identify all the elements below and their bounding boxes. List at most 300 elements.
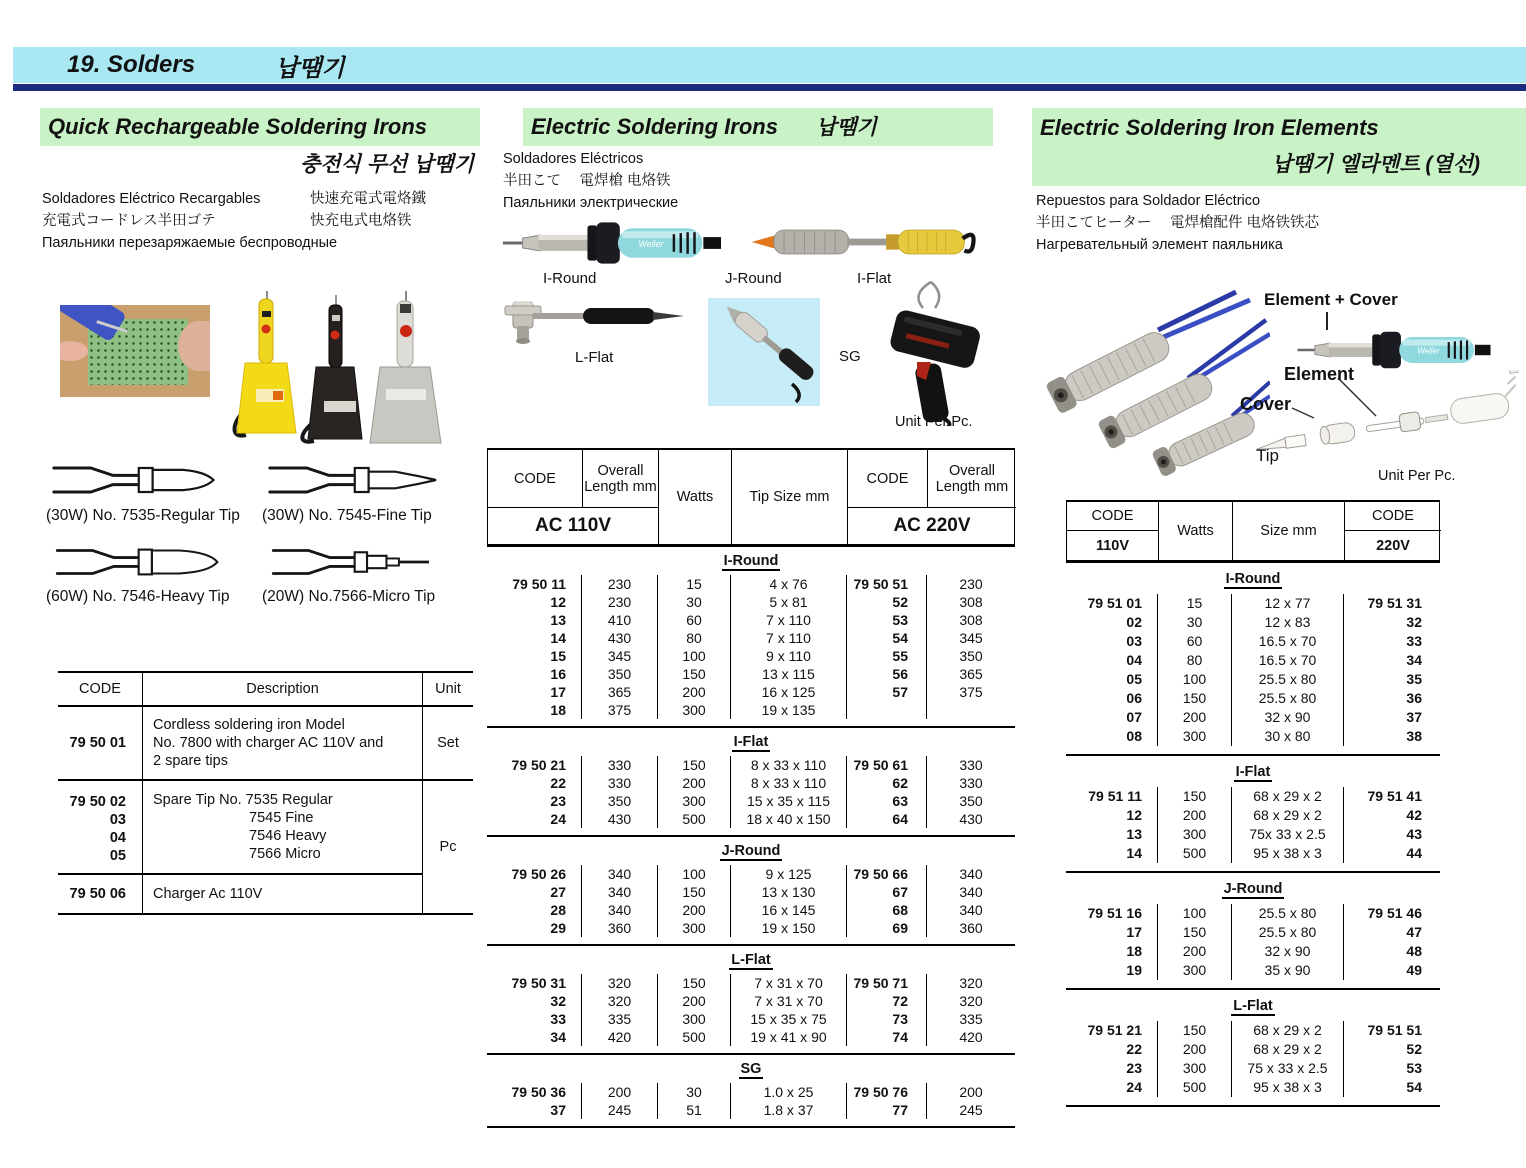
table-cell: 68 x 29 x 2 xyxy=(1232,1040,1344,1059)
spare-tips-drawings xyxy=(46,456,480,606)
table-cell: 8 x 33 x 110 xyxy=(731,774,847,792)
table-header-row xyxy=(58,672,473,706)
table-cell: 79 50 71 xyxy=(847,974,927,992)
table-cell: 79 51 31 xyxy=(1367,595,1422,611)
left-section-title-korean: 충전식 무선 납땜기 xyxy=(300,153,474,176)
table-cell: 44 xyxy=(1406,845,1422,861)
table-cell: 54 xyxy=(1406,1079,1422,1095)
table-cell: 15 x 35 x 75 xyxy=(731,1010,847,1028)
table-cell: 150 xyxy=(1158,787,1232,806)
table-cell: 33 xyxy=(1406,633,1422,649)
voltage-header-ac220: AC 220V xyxy=(893,515,971,536)
table-cell: 500 xyxy=(658,810,731,828)
cover-label: Cover xyxy=(1240,394,1292,414)
table-cell: 69 xyxy=(847,919,927,937)
leader-line xyxy=(1326,312,1328,330)
table-cell: 308 xyxy=(959,612,983,628)
table-cell: 375 xyxy=(582,701,658,719)
left-multilingual-block xyxy=(42,188,480,254)
right-section-title: Electric Soldering Iron Elements xyxy=(1040,115,1379,140)
table-cell: 320 xyxy=(582,974,658,992)
table-cell: 32 xyxy=(1406,614,1422,630)
table-cell: 340 xyxy=(582,865,658,883)
table-cell: 7 x 110 xyxy=(731,629,847,647)
table-cell: 48 xyxy=(1406,943,1422,959)
table-cell: 30 xyxy=(1158,613,1232,632)
table-cell: 230 xyxy=(582,575,658,593)
table-cell: 24 xyxy=(487,810,582,828)
table-cell: 320 xyxy=(959,993,983,1009)
table-cell: 32 xyxy=(487,992,582,1010)
table-cell: 34 xyxy=(1406,652,1422,668)
table-cell: 150 xyxy=(1158,1021,1232,1040)
tip-label: (60W) No. 7546-Heavy Tip xyxy=(46,588,230,605)
table-cell: 79 50 26 xyxy=(487,865,582,883)
table-cell: 12 x 83 xyxy=(1232,613,1344,632)
left-lang-ru: Паяльники перезаряжаемые беспроводные xyxy=(42,235,338,251)
element-plus-cover-label: Element + Cover xyxy=(1264,290,1398,309)
col-header-unit: Unit xyxy=(423,672,474,706)
right-lang-ru: Нагревательный элемент паяльника xyxy=(1036,237,1283,253)
table-cell: 300 xyxy=(1158,825,1232,844)
code-cell xyxy=(58,780,143,874)
table-cell: 43 xyxy=(1406,826,1422,842)
heavy-tip-drawing xyxy=(46,539,226,585)
table-cell: 300 xyxy=(1158,727,1232,746)
table-cell: 27 xyxy=(487,883,582,901)
tip-figure-heavy xyxy=(46,539,262,606)
table-cell: 79 50 31 xyxy=(487,974,582,992)
table-cell: 7 x 31 x 70 xyxy=(731,992,847,1010)
table-cell: 8 x 33 x 110 xyxy=(731,756,847,774)
table-cell: 330 xyxy=(582,756,658,774)
table-cell: 63 xyxy=(847,792,927,810)
table-cell: 68 xyxy=(847,901,927,919)
elements-table xyxy=(1066,500,1440,1107)
table-cell: 95 x 38 x 3 xyxy=(1232,1078,1344,1097)
table-cell: 340 xyxy=(582,883,658,901)
table-cell: 200 xyxy=(658,992,731,1010)
table-cell: 5 x 81 xyxy=(731,593,847,611)
table-cell: 430 xyxy=(582,629,658,647)
table-cell: 200 xyxy=(582,1083,658,1101)
mid-multilingual-block xyxy=(503,148,678,214)
right-lang-ja-zh: 半田こてヒーター 電焊槍配件 电烙铁铁芯 xyxy=(1036,215,1319,231)
tip-figure-fine xyxy=(262,456,478,525)
table-cell: 13 xyxy=(1066,825,1158,844)
table-cell: 75 x 33 x 2.5 xyxy=(1232,1059,1344,1078)
right-section-title-bar xyxy=(1032,108,1526,186)
table-cell: 320 xyxy=(959,975,983,991)
table-section-rows xyxy=(487,1079,1015,1128)
table-cell: 200 xyxy=(1158,1040,1232,1059)
l-flat-label: L-Flat xyxy=(575,349,614,366)
i-round-label: I-Round xyxy=(543,270,597,287)
table-cell: 60 xyxy=(658,611,731,629)
table-cell: 32 x 90 xyxy=(1232,942,1344,961)
table-cell: 15 xyxy=(658,575,731,593)
description-line: 7546 Heavy xyxy=(249,828,327,844)
mid-lang-es: Soldadores Eléctricos xyxy=(503,151,644,167)
section-iron-elements xyxy=(1032,104,1526,1144)
table-cell: 16.5 x 70 xyxy=(1232,651,1344,670)
table-cell: 430 xyxy=(582,810,658,828)
mid-lang-ru: Паяльники электрические xyxy=(503,195,679,211)
l-flat-iron-photo xyxy=(503,300,686,346)
table-cell: 150 xyxy=(658,756,731,774)
col-header-size: Size mm xyxy=(1233,502,1345,560)
i-round-iron-photo xyxy=(501,220,723,266)
left-lang-line xyxy=(42,232,480,254)
code-line: 05 xyxy=(109,848,126,864)
left-product-photos xyxy=(40,291,480,457)
table-cell: 335 xyxy=(959,1011,983,1027)
sg-label: SG xyxy=(839,348,861,365)
brand-mark: Weller xyxy=(638,238,664,249)
table-cell: 80 xyxy=(658,629,731,647)
table-cell: 25.5 x 80 xyxy=(1232,689,1344,708)
table-cell: 16 xyxy=(487,665,582,683)
table-cell: 230 xyxy=(582,593,658,611)
left-lang-es: Soldadores Eléctrico Recargables xyxy=(42,191,261,207)
table-cell: 37 xyxy=(1406,709,1422,725)
section-quick-rechargeable-irons xyxy=(40,104,480,1104)
table-cell: 04 xyxy=(1066,651,1158,670)
table-cell: 150 xyxy=(658,883,731,901)
col-header-overall-length-110: Overall Length mm xyxy=(583,450,659,508)
table-cell: 67 xyxy=(847,883,927,901)
description-line: 7545 Fine xyxy=(249,810,314,826)
tip-label: (30W) No. 7535-Regular Tip xyxy=(46,507,240,524)
table-cell: 200 xyxy=(1158,708,1232,727)
table-cell: 330 xyxy=(959,775,983,791)
table-section-rows xyxy=(1066,1016,1440,1107)
table-cell: 4 x 76 xyxy=(731,575,847,593)
table-cell: 1.8 x 37 xyxy=(731,1101,847,1119)
col-header-watts: Watts xyxy=(1159,502,1233,560)
mid-lang-ja-zh: 半田こて 電焊槍 电烙铁 xyxy=(503,173,671,189)
table-cell: 25.5 x 80 xyxy=(1232,923,1344,942)
mid-section-title-bar xyxy=(523,108,993,146)
table-cell: 32 x 90 xyxy=(1232,708,1344,727)
fine-tip-drawing xyxy=(262,456,442,504)
description-line: Spare Tip No. 7535 Regular xyxy=(153,792,333,808)
table-cell: 9 x 125 xyxy=(731,865,847,883)
table-cell: 15 xyxy=(1158,594,1232,613)
table-cell: 33 xyxy=(487,1010,582,1028)
table-cell: 55 xyxy=(847,647,927,665)
chapter-header-bar xyxy=(13,47,1526,83)
table-section-rows xyxy=(487,571,1015,728)
table-cell: 15 xyxy=(487,647,582,665)
col-header-code-110: CODE xyxy=(1067,502,1159,531)
col-header-code-220: CODE xyxy=(848,450,928,508)
table-section-label: I-Round xyxy=(1225,571,1281,587)
table-cell: 150 xyxy=(1158,689,1232,708)
table-cell: 64 xyxy=(847,810,927,828)
table-cell: 35 xyxy=(1406,671,1422,687)
table-cell: 13 xyxy=(487,611,582,629)
description-line: Cordless soldering iron Model xyxy=(153,717,345,733)
table-cell: 57 xyxy=(847,683,927,701)
unit-per-pc-note: Unit Per Pc. xyxy=(1378,468,1456,484)
micro-tip-drawing xyxy=(262,539,442,585)
table-cell: 73 xyxy=(847,1010,927,1028)
table-cell: 245 xyxy=(582,1101,658,1119)
j-iron-inset-photo xyxy=(708,298,820,406)
table-cell: 49 xyxy=(1406,962,1422,978)
table-row xyxy=(58,874,473,914)
table-cell: 300 xyxy=(658,701,731,719)
j-iron-shape xyxy=(708,298,820,406)
table-cell: 79 51 46 xyxy=(1367,905,1422,921)
j-round-i-flat-irons-photo xyxy=(750,222,978,262)
right-multilingual-block xyxy=(1036,190,1319,256)
left-lang-line xyxy=(42,210,480,232)
right-lang-es: Repuestos para Soldador Eléctrico xyxy=(1036,193,1261,209)
table-section-label: I-Flat xyxy=(1235,764,1271,780)
table-cell: 30 xyxy=(658,1083,731,1101)
left-lang-zh-s: 快充电式电烙铁 xyxy=(310,213,412,229)
code-cell: 79 50 01 xyxy=(58,706,143,780)
table-cell: 100 xyxy=(658,865,731,883)
table-cell: 51 xyxy=(658,1101,731,1119)
table-section-label: I-Round xyxy=(723,553,779,569)
table-cell: 330 xyxy=(959,757,983,773)
table-cell: 16 x 125 xyxy=(731,683,847,701)
table-cell: 79 50 21 xyxy=(487,756,582,774)
table-cell: 350 xyxy=(582,792,658,810)
code-line: 04 xyxy=(109,830,126,846)
table-cell: 80 xyxy=(1158,651,1232,670)
table-cell: 19 xyxy=(1066,961,1158,980)
col-header-description: Description xyxy=(143,672,423,706)
table-section-rows xyxy=(487,861,1015,946)
elements-table-header xyxy=(1066,500,1440,563)
soldering-gun-photo xyxy=(879,278,989,426)
table-cell: 200 xyxy=(658,683,731,701)
electric-irons-table xyxy=(487,448,1015,1128)
table-section-label: L-Flat xyxy=(731,952,771,968)
table-cell: 300 xyxy=(658,792,731,810)
col-header-code-110: CODE xyxy=(488,450,583,508)
col-header-220v: 220V xyxy=(1376,537,1410,554)
unit-cell: Set xyxy=(423,706,474,780)
mid-section-title-korean: 납땜기 xyxy=(815,116,877,139)
tip-label: Tip xyxy=(1256,446,1279,465)
table-cell: 79 51 01 xyxy=(1066,594,1158,613)
table-cell: 360 xyxy=(959,920,983,936)
left-lang-line xyxy=(42,188,480,210)
table-cell: 52 xyxy=(847,593,927,611)
table-cell: 52 xyxy=(1406,1041,1422,1057)
table-cell: 340 xyxy=(959,884,983,900)
table-cell: 18 x 40 x 150 xyxy=(731,810,847,828)
table-cell: 300 xyxy=(1158,1059,1232,1078)
table-cell: 95 x 38 x 3 xyxy=(1232,844,1344,863)
table-cell: 77 xyxy=(847,1101,927,1119)
table-cell: 365 xyxy=(959,666,983,682)
table-cell: 100 xyxy=(1158,904,1232,923)
col-header-overall-length-220: Overall Length mm xyxy=(928,450,1016,508)
table-cell: 79 50 76 xyxy=(847,1083,927,1101)
chapter-title: 19. Solders xyxy=(67,51,196,78)
table-cell: 34 xyxy=(487,1028,582,1046)
table-cell: 13 x 115 xyxy=(731,665,847,683)
table-cell: 14 xyxy=(487,629,582,647)
table-cell: 79 51 11 xyxy=(1066,787,1158,806)
table-cell: 19 x 150 xyxy=(731,919,847,937)
description-line: 7566 Micro xyxy=(249,846,321,862)
table-cell: 320 xyxy=(582,992,658,1010)
table-cell: 150 xyxy=(658,974,731,992)
table-cell: 410 xyxy=(582,611,658,629)
description-cell xyxy=(143,706,423,780)
table-cell: 7 x 110 xyxy=(731,611,847,629)
table-cell: 68 x 29 x 2 xyxy=(1232,806,1344,825)
table-cell: 79 50 66 xyxy=(847,865,927,883)
table-cell: 79 50 51 xyxy=(847,575,927,593)
table-cell: 22 xyxy=(487,774,582,792)
col-header-code: CODE xyxy=(58,672,143,706)
table-cell: 05 xyxy=(1066,670,1158,689)
table-cell: 62 xyxy=(847,774,927,792)
code-line: 03 xyxy=(109,812,126,828)
table-cell: 23 xyxy=(1066,1059,1158,1078)
description-line: 2 spare tips xyxy=(153,753,228,769)
col-header-110v: 110V xyxy=(1067,531,1159,560)
table-row xyxy=(58,780,473,874)
table-cell: 30 xyxy=(658,593,731,611)
electric-irons-table-header xyxy=(487,448,1015,547)
table-cell: 9 x 110 xyxy=(731,647,847,665)
element-label: Element xyxy=(1284,364,1355,384)
left-lang-ja: 充電式コードレス半田ゴテ xyxy=(42,213,216,229)
table-cell: 79 51 16 xyxy=(1066,904,1158,923)
table-cell: 16 x 145 xyxy=(731,901,847,919)
table-cell: 79 50 36 xyxy=(487,1083,582,1101)
table-cell: 100 xyxy=(1158,670,1232,689)
tip-figure-micro xyxy=(262,539,478,606)
table-cell: 200 xyxy=(658,901,731,919)
table-cell: 12 xyxy=(487,593,582,611)
table-cell: 19 x 135 xyxy=(731,701,847,719)
table-cell: 17 xyxy=(487,683,582,701)
table-cell: 200 xyxy=(1158,942,1232,961)
table-cell: 335 xyxy=(582,1010,658,1028)
description-cell: Charger Ac 110V xyxy=(143,874,423,914)
table-cell: 74 xyxy=(847,1028,927,1046)
table-cell: 47 xyxy=(1406,924,1422,940)
table-cell: 54 xyxy=(847,629,927,647)
i-flat-label: I-Flat xyxy=(857,270,892,287)
table-cell: 72 xyxy=(847,992,927,1010)
table-cell: 330 xyxy=(582,774,658,792)
left-lang-zh-t: 快速充電式電烙鐵 xyxy=(310,191,426,207)
table-cell: 200 xyxy=(1158,806,1232,825)
table-cell: 22 xyxy=(1066,1040,1158,1059)
table-cell: 200 xyxy=(959,1084,983,1100)
table-cell: 68 x 29 x 2 xyxy=(1232,787,1344,806)
table-cell: 300 xyxy=(658,919,731,937)
tip-figure-regular xyxy=(46,456,262,525)
voltage-header-ac110: AC 110V xyxy=(488,508,659,544)
electric-irons-table-body xyxy=(487,547,1015,1128)
table-section-rows xyxy=(1066,782,1440,873)
code-line: 79 50 02 xyxy=(69,794,126,810)
table-cell: 13 x 130 xyxy=(731,883,847,901)
table-cell: 17 xyxy=(1066,923,1158,942)
col-header-tip-size: Tip Size mm xyxy=(732,450,848,544)
table-cell: 02 xyxy=(1066,613,1158,632)
table-cell: 15 x 35 x 115 xyxy=(731,792,847,810)
table-cell: 345 xyxy=(959,630,983,646)
table-cell: 230 xyxy=(959,576,983,592)
table-section-label: J-Round xyxy=(1223,881,1283,897)
table-section-label: I-Flat xyxy=(733,734,769,750)
table-cell: 360 xyxy=(582,919,658,937)
table-cell: 340 xyxy=(959,866,983,882)
table-cell: 56 xyxy=(847,665,927,683)
soldering-pcb-photo xyxy=(60,305,210,397)
table-cell: 53 xyxy=(847,611,927,629)
table-cell: 18 xyxy=(1066,942,1158,961)
table-cell: 375 xyxy=(959,684,983,700)
heating-elements-photo xyxy=(1040,290,1270,500)
table-cell: 300 xyxy=(658,1010,731,1028)
table-cell: 30 x 80 xyxy=(1232,727,1344,746)
table-cell: 03 xyxy=(1066,632,1158,651)
table-cell: 350 xyxy=(959,793,983,809)
table-cell: 150 xyxy=(658,665,731,683)
table-cell: 28 xyxy=(487,901,582,919)
table-section-rows xyxy=(1066,589,1440,756)
left-section-title-bar xyxy=(40,108,480,146)
table-cell: 23 xyxy=(487,792,582,810)
table-cell: 07 xyxy=(1066,708,1158,727)
table-cell: 345 xyxy=(582,647,658,665)
table-cell: 79 50 11 xyxy=(487,575,582,593)
table-section-label: L-Flat xyxy=(1233,998,1273,1014)
table-cell: 340 xyxy=(582,901,658,919)
table-cell: 365 xyxy=(582,683,658,701)
table-cell: 42 xyxy=(1406,807,1422,823)
unit-cell: Pc xyxy=(423,780,474,914)
table-cell: 308 xyxy=(959,594,983,610)
table-cell: 100 xyxy=(658,647,731,665)
table-cell: 79 51 51 xyxy=(1367,1022,1422,1038)
table-cell: 25.5 x 80 xyxy=(1232,904,1344,923)
right-product-photos xyxy=(1032,254,1526,500)
table-cell: 7 x 31 x 70 xyxy=(731,974,847,992)
chapter-header-rule xyxy=(13,84,1526,91)
table-cell: 37 xyxy=(487,1101,582,1119)
table-row xyxy=(58,706,473,780)
mid-product-photos xyxy=(487,214,1015,448)
table-cell: 53 xyxy=(1406,1060,1422,1076)
cordless-irons-photo xyxy=(230,291,455,457)
table-cell xyxy=(847,701,927,719)
table-cell: 18 xyxy=(487,701,582,719)
table-cell: 06 xyxy=(1066,689,1158,708)
table-cell: 420 xyxy=(959,1029,983,1045)
regular-tip-drawing xyxy=(46,456,226,504)
table-cell: 79 50 61 xyxy=(847,756,927,774)
table-cell: 350 xyxy=(582,665,658,683)
code-cell: 79 50 06 xyxy=(58,874,143,914)
table-cell: 75x 33 x 2.5 xyxy=(1232,825,1344,844)
elements-table-body xyxy=(1066,563,1440,1107)
